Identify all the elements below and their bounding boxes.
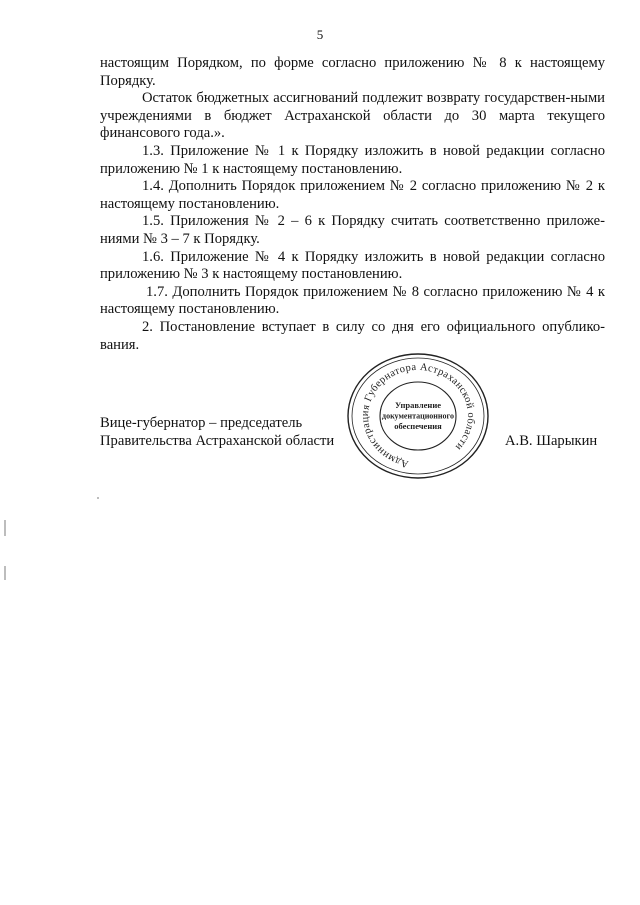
paragraph-item-1-7: 1.7. Дополнить Порядок приложением № 8 согласно приложению № 4 к настоящему постановлению. xyxy=(100,283,605,318)
paragraph-continuation: настоящим Порядком, по форме согласно приложению № 8 к настоящему Порядку. xyxy=(100,55,605,89)
paragraph-item-1-3: 1.3. Приложение № 1 к Порядку изложить в новой редакции согласно приложению № 1 к настоящему постановлению. xyxy=(100,142,605,177)
scan-speck xyxy=(4,566,6,580)
paragraph-item-1-5: 1.5. Приложения № 2 – 6 к Порядку считать соответственно приложе-ниями № 3 – 7 к Порядку. xyxy=(100,213,605,247)
signatory-position-line-2: Правительства Астраханской области xyxy=(100,433,335,449)
paragraph-item-1-4: 1.4. Дополнить Порядок приложением № 2 согласно приложению № 2 к настоящему постановлению. xyxy=(100,178,605,212)
page-number: 5 xyxy=(316,27,324,42)
signatory-position-line-1: Вице-губернатор – председатель xyxy=(100,415,303,431)
paragraph-item-2: 2. Постановление вступает в силу со дня его официального опублико-вания. xyxy=(100,318,605,353)
paragraph-remainder: Остаток бюджетных ассигнований подлежит возврату государствен-ными учреждениями в бюджет Астраханской области до 30 марта текущего финансового года.». xyxy=(100,90,605,142)
scan-speck xyxy=(4,520,6,536)
official-seal xyxy=(342,350,494,480)
seal-center-line-2: документационного xyxy=(382,411,454,421)
paragraph-item-1-6: 1.6. Приложение № 4 к Порядку изложить в новой редакции согласно приложению № 3 к настоящему постановлению. xyxy=(100,248,605,283)
scan-speck xyxy=(97,497,99,499)
seal-graphic xyxy=(342,350,494,480)
seal-ring-text: Администрация Губернатора Астраханской области xyxy=(359,361,477,470)
document-body xyxy=(100,55,605,354)
seal-center-line-3: обеспечения xyxy=(394,421,442,431)
signatory-name: А.В. Шарыкин xyxy=(505,433,598,449)
seal-center-line-1: Управление xyxy=(394,400,442,410)
signatory-position xyxy=(100,414,334,450)
